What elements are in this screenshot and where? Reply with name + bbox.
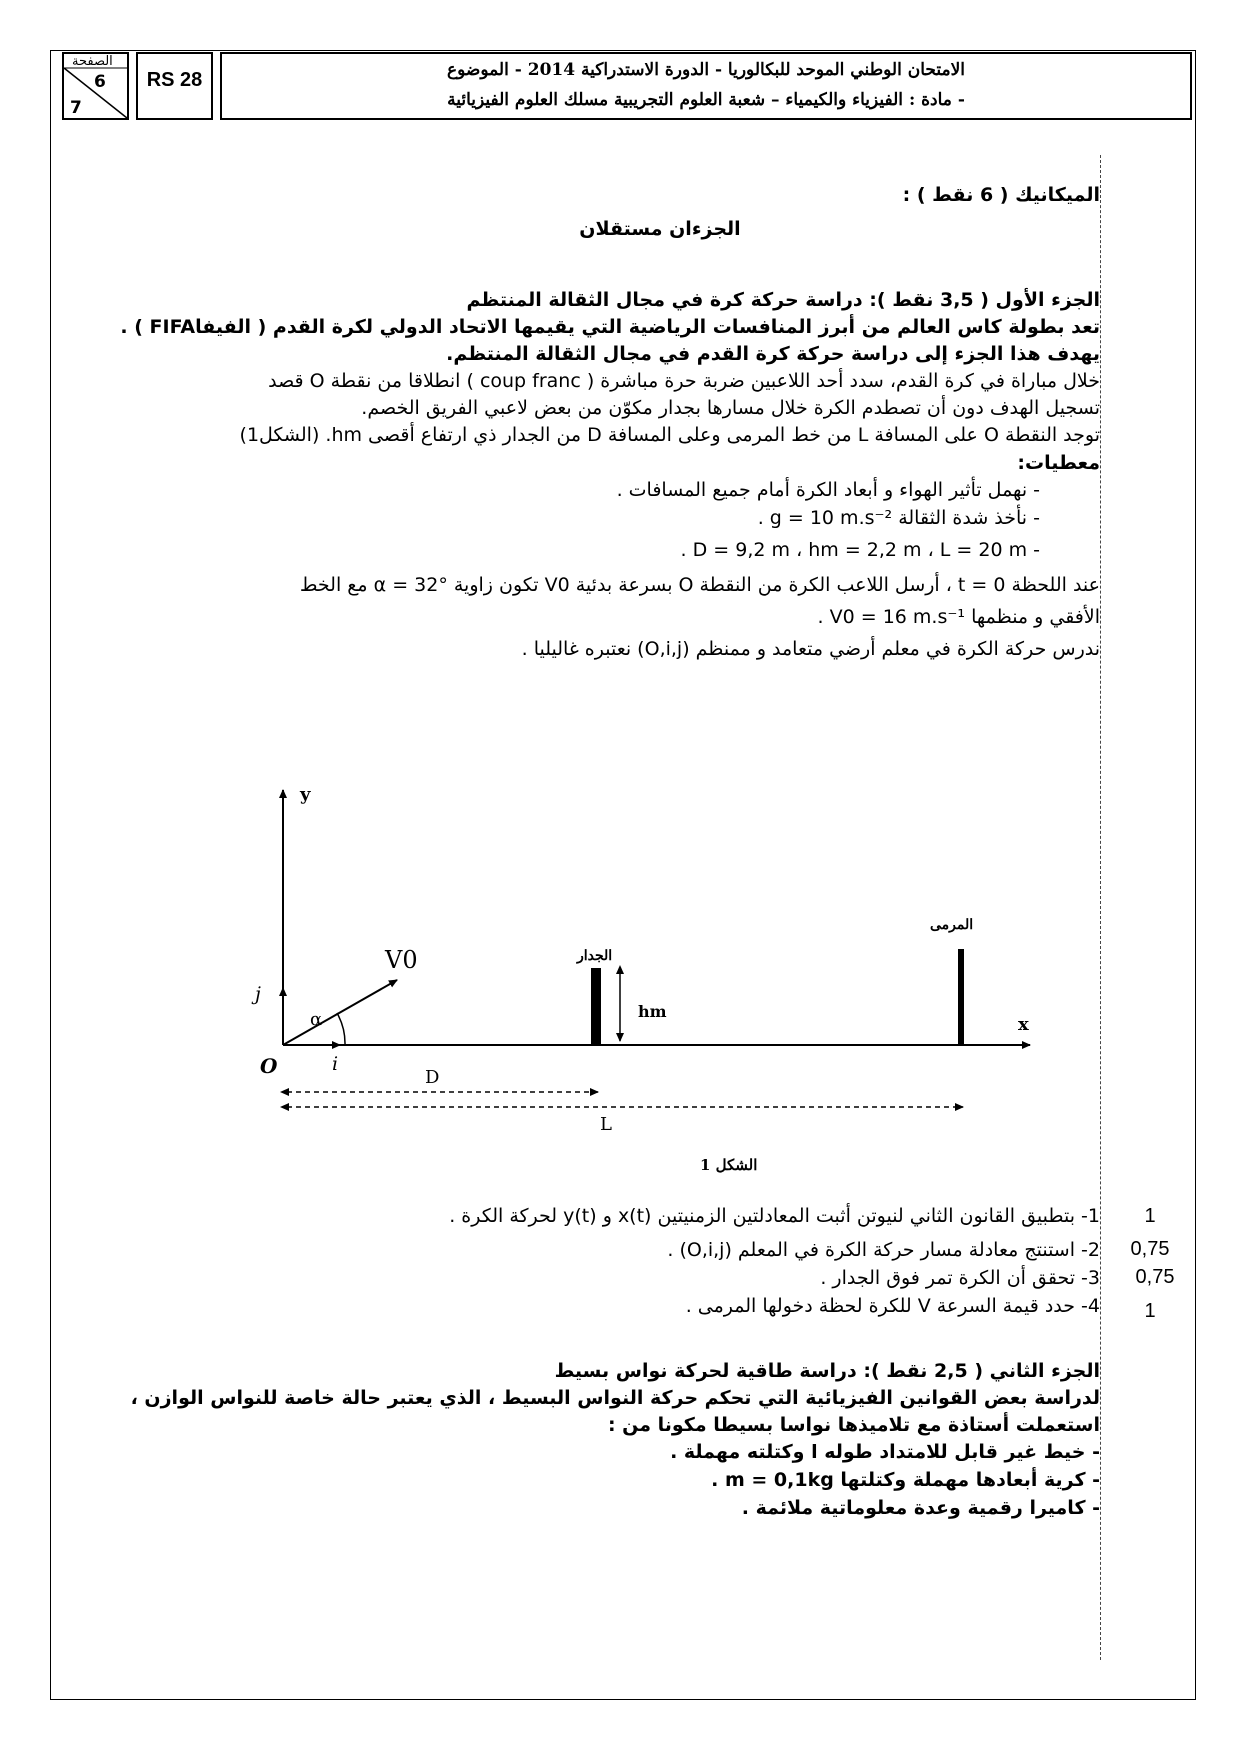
- page-label: الصفحة: [72, 54, 113, 69]
- alpha-arc: [337, 1013, 345, 1045]
- wall: [591, 968, 601, 1045]
- wall-label: الجدار: [577, 948, 613, 964]
- v0-label: V0: [385, 946, 418, 974]
- x-axis-label: x: [1018, 1014, 1029, 1035]
- question-2-score: 0,75: [1130, 1238, 1170, 1260]
- question-1-score: 1: [1144, 1205, 1156, 1227]
- i-label: i: [332, 1053, 339, 1075]
- part1-paragraph5: الأفقي و منظمها V0 = 16 m.s⁻¹ .: [817, 606, 1100, 628]
- part2-line1: لدراسة بعض القوانين الفيزيائية التي تحكم حركة النواس البسيط ، الذي يعتبر حالة خاصة للنواس الوازن ،: [130, 1387, 1100, 1409]
- part1-intro2: يهدف هذا الجزء إلى دراسة حركة كرة القدم في مجال الثقالة المنتظم.: [446, 343, 1100, 365]
- v0-vector: [283, 980, 397, 1045]
- part2-line5: - كاميرا رقمية وعدة معلوماتية ملائمة .: [741, 1497, 1100, 1519]
- j-label: j: [255, 983, 261, 1005]
- data-item-2: - نأخذ شدة الثقالة g = 10 m.s⁻² .: [757, 507, 1040, 529]
- hm-label: hm: [638, 1002, 667, 1021]
- data-item-3: - D = 9,2 m ، hm = 2,2 m ، L = 20 m .: [680, 539, 1040, 561]
- l-label: L: [600, 1114, 612, 1135]
- exam-title: الامتحان الوطني الموحد للبكالوريا - الدورة الاستدراكية 2014 - الموضوع: [446, 60, 966, 80]
- question-3: 3- تحقق أن الكرة تمر فوق الجدار .: [820, 1267, 1100, 1289]
- d-label: D: [425, 1067, 440, 1088]
- data-item-1: - نهمل تأثير الهواء و أبعاد الكرة أمام جميع المسافات .: [616, 479, 1040, 501]
- part1-paragraph6: ندرس حركة الكرة في معلم أرضي متعامد و ممنظم (O,i,j) نعتبره غاليليا .: [521, 638, 1100, 660]
- page-total: 7: [70, 98, 82, 118]
- figure-caption: الشكل 1: [700, 1156, 758, 1174]
- part2-title: الجزء الثاني ( 2,5 نقط ): دراسة طاقية لحركة نواس بسيط: [554, 1360, 1100, 1382]
- question-4-score: 1: [1144, 1300, 1156, 1322]
- part2-line4: - كرية أبعادها مهملة وكتلتها m = 0,1kg .: [711, 1469, 1100, 1491]
- goal-post: [958, 949, 964, 1045]
- question-1: 1- بتطبيق القانون الثاني لنيوتن أثبت المعادلتين الزمنيتين x(t) و y(t) لحركة الكرة .: [449, 1205, 1100, 1227]
- part1-title: الجزء الأول ( 3,5 نقط ): دراسة حركة كرة في مجال الثقالة المنتظم: [466, 289, 1100, 311]
- part1-paragraph4: عند اللحظة t = 0 ، أرسل اللاعب الكرة من النقطة O بسرعة بدئية V0 تكون زاوية α = 32° مع الخط: [299, 574, 1100, 596]
- part1-paragraph1: خلال مباراة في كرة القدم، سدد أحد اللاعبين ضربة حرة مباشرة ( coup franc ) انطلاقا من نقطة O قصد: [268, 370, 1100, 392]
- exam-code: RS 28: [136, 52, 213, 120]
- part1-paragraph2: تسجيل الهدف دون أن تصطدم الكرة خلال مسارها بجدار مكوّن من بعض لاعبي الفريق الخصم.: [361, 397, 1100, 419]
- goal-label: المرمى: [930, 917, 974, 933]
- page-number: 6: [94, 72, 106, 92]
- section-title: الميكانيك ( 6 نقط ) :: [902, 184, 1100, 206]
- alpha-label: α: [310, 1009, 323, 1030]
- origin-label: O: [260, 1054, 278, 1078]
- exam-subject: - مادة : الفيزياء والكيمياء – شعبة العلوم التجريبية مسلك العلوم الفيزيائية: [447, 90, 965, 110]
- question-3-score: 0,75: [1135, 1266, 1175, 1288]
- part2-line2: استعملت أستاذة مع تلاميذها نواسا بسيطا مكونا من :: [607, 1414, 1100, 1436]
- part1-paragraph3: توجد النقطة O على المسافة L من خط المرمى وعلى المسافة D من الجدار ذي ارتفاع أقصى hm. (الشكل1): [239, 424, 1100, 446]
- data-title: معطيات:: [1017, 452, 1100, 474]
- y-axis-label: y: [300, 784, 311, 805]
- part1-intro1: تعد بطولة كاس العالم من أبرز المنافسات الرياضية التي يقيمها الاتحاد الدولي لكرة القدم ( الفيفاFIFA ) .: [120, 316, 1100, 338]
- part2-line3: - خيط غير قابل للامتداد طوله l وكتلته مهملة .: [670, 1441, 1100, 1463]
- question-4: 4- حدد قيمة السرعة V للكرة لحظة دخولها المرمى .: [685, 1295, 1100, 1317]
- section-subtitle: الجزءان مستقلان: [579, 218, 741, 240]
- question-2: 2- استنتج معادلة مسار حركة الكرة في المعلم (O,i,j) .: [667, 1239, 1100, 1261]
